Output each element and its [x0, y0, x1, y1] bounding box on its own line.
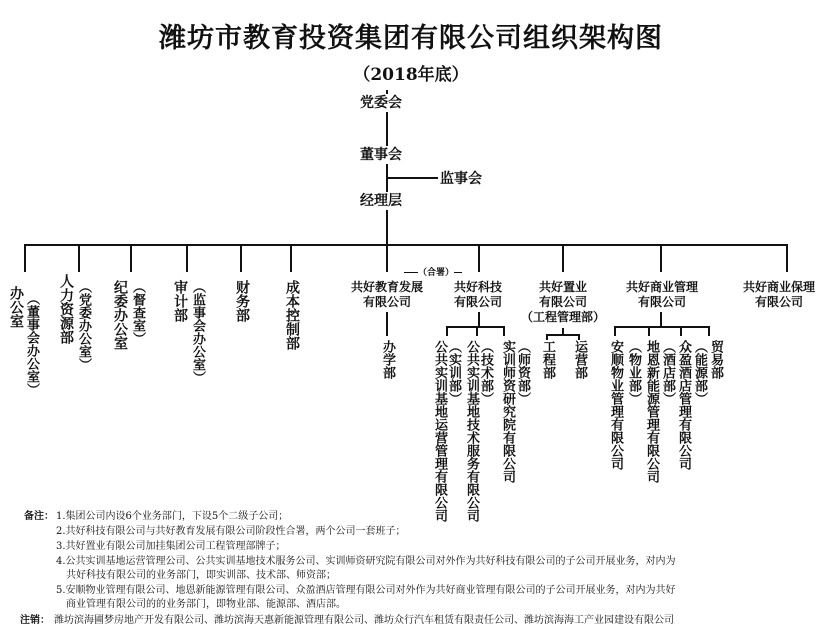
- chart-title: 潍坊市教育投资集团有限公司组织架构图: [159, 23, 663, 54]
- commerce-sub-1-dept: （物业部）: [626, 340, 641, 405]
- tech-sub-2-dept: （技术部）: [478, 340, 493, 405]
- chart-subtitle: （2018年底）: [353, 65, 469, 85]
- commerce-trade: 贸易部: [708, 340, 723, 379]
- drop-property: [562, 244, 564, 272]
- commerce-drop-3: [680, 326, 682, 336]
- note-2: 2.共好科技有限公司与共好教育发展有限公司阶段性合署，两个公司一套班子；: [56, 526, 406, 537]
- dept-office: 办公室: [8, 286, 24, 328]
- commerce-sub-3: 众盈酒店管理有限公司: [676, 340, 691, 470]
- commerce-bracket: [614, 326, 708, 328]
- drop-edu: [386, 244, 388, 272]
- dept-supervisory-office: （监事会办公室）: [190, 280, 205, 384]
- tech-sub-1-dept: （实训部）: [446, 340, 461, 405]
- merge-label: （合署）: [418, 265, 454, 278]
- commerce-drop-1: [614, 326, 616, 336]
- cancel-text: 潍坊滨海圃梦房地产开发有限公司、潍坊滨海天惠新能源管理有限公司、潍坊众行汽车租赁有限责任公司、潍坊滨海海工产业园建设有限公司: [54, 615, 674, 626]
- factoring-name-1: 共好商业保理: [742, 280, 815, 294]
- dept-cost-control: 成本控制部: [284, 280, 300, 350]
- management-node: 经理层: [360, 193, 402, 209]
- property-name-3: （工程管理部）: [520, 310, 605, 324]
- drop-dept-5: [240, 244, 242, 272]
- dept-party-office: （党委办公室）: [76, 280, 91, 371]
- property-operations: 运营部: [572, 340, 587, 379]
- property-name-1: 共好置业: [538, 280, 587, 294]
- commerce-name-2: 有限公司: [637, 295, 686, 309]
- cancel-label: 注销：: [20, 615, 50, 626]
- commerce-name-1: 共好商业管理: [625, 280, 698, 294]
- note-1: 1.集团公司内设6个业务部门，下设5个二级子公司；: [56, 511, 289, 522]
- party-committee-node: 党委会: [360, 95, 402, 111]
- edu-name-2: 有限公司: [362, 295, 411, 309]
- note-4a: 4.公共实训基地运营管理公司、公共实训基地技术服务公司、实训师资研究院有限公司对外作为共好科技有限公司的子公司开展业务，对内为: [56, 556, 676, 567]
- subsidiary-commerce: [620, 280, 704, 310]
- subsidiary-factoring: [736, 280, 822, 310]
- note-5b: 商业管理有限公司的的业务部门，即物业部、能源部、酒店部。: [66, 599, 346, 610]
- tech-stem: [478, 312, 480, 326]
- note-4b: 共好科技有限公司的业务部门，即实训部、技术部、师资部；: [66, 570, 336, 581]
- dept-inspection: （督查室）: [130, 280, 145, 345]
- commerce-drop-4: [708, 326, 710, 336]
- tech-bracket: [446, 326, 504, 328]
- drop-dept-6: [290, 244, 292, 272]
- note-3: 3.共好置业有限公司加挂集团公司工程管理部牌子；: [56, 541, 286, 552]
- drop-dept-2: [78, 244, 80, 272]
- notes-label: 备注：: [24, 511, 54, 522]
- dept-board-office: （董事会办公室）: [24, 292, 39, 396]
- spine-line: [386, 90, 388, 244]
- subsidiary-edu: [346, 280, 428, 310]
- subsidiary-property: [520, 280, 606, 325]
- commerce-sub-2: 地恩新能源管理有限公司: [644, 340, 659, 483]
- drop-tech: [478, 244, 480, 272]
- dept-finance: 财务部: [234, 280, 250, 322]
- tech-sub-3-dept: （师资部）: [515, 340, 530, 405]
- tech-name-1: 共好科技: [453, 280, 502, 294]
- tech-drop-2: [476, 326, 478, 336]
- edu-name-1: 共好教育发展: [350, 280, 423, 294]
- drop-dept-4: [186, 244, 188, 272]
- edu-child-line: [386, 312, 388, 336]
- drop-factoring: [786, 244, 788, 272]
- tech-drop-1: [446, 326, 448, 336]
- property-name-2: 有限公司: [538, 295, 587, 309]
- board-node: 董事会: [360, 147, 402, 163]
- dept-audit: 审计部: [172, 280, 188, 322]
- commerce-stem: [660, 312, 662, 326]
- note-5a: 5.安顺物业管理有限公司、地恩新能源管理有限公司、众盈酒店管理有限公司对外作为共好商业管理有限公司的子公司开展业务，对内为共好: [56, 585, 676, 596]
- property-engineering: 工程部: [540, 340, 555, 379]
- commerce-sub-2-dept: （酒店部）: [660, 340, 675, 405]
- supervisory-connector: [386, 177, 438, 179]
- commerce-sub-3-dept: （能源部）: [692, 340, 707, 405]
- edu-school-dept: 办学部: [380, 340, 395, 379]
- dept-hr: 人力资源部: [58, 274, 74, 344]
- subsidiary-tech: [446, 280, 510, 310]
- drop-dept-3: [130, 244, 132, 272]
- commerce-drop-2: [648, 326, 650, 336]
- factoring-name-2: 有限公司: [754, 295, 803, 309]
- drop-commerce: [660, 244, 662, 272]
- tech-drop-3: [503, 326, 505, 336]
- supervisory-node: 监事会: [440, 171, 482, 187]
- tech-sub-1: 公共实训基地运营管理有限公司: [432, 340, 447, 522]
- level1-bar: [24, 244, 786, 246]
- commerce-sub-1: 安顺物业管理有限公司: [608, 340, 623, 470]
- tech-sub-3: 实训师资研究院有限公司: [500, 340, 515, 483]
- dept-discipline: 纪委办公室: [112, 280, 128, 350]
- property-bracket: [546, 334, 580, 336]
- tech-sub-2: 公共实训基地技术服务有限公司: [464, 340, 479, 522]
- drop-dept-1: [24, 244, 26, 272]
- tech-name-2: 有限公司: [453, 295, 502, 309]
